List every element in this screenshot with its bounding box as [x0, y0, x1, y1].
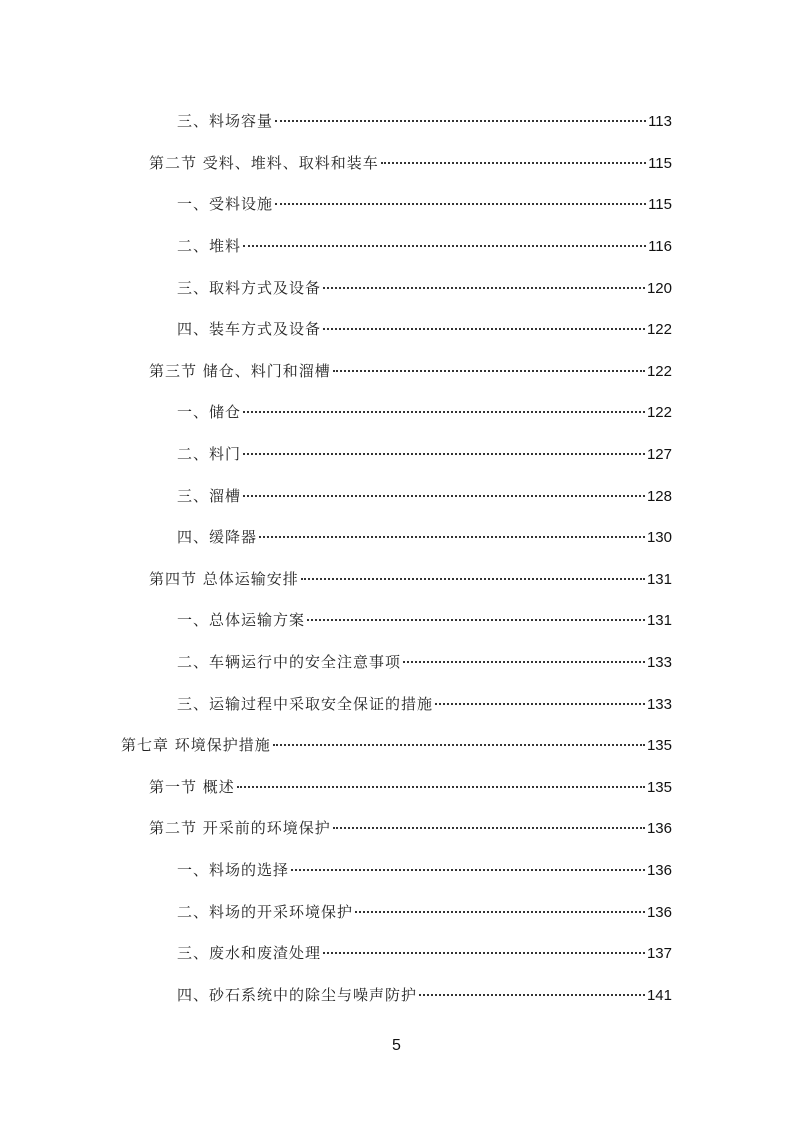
toc-entry-page: 133	[646, 695, 672, 713]
toc-entry[interactable]	[0, 642, 793, 684]
toc-entry-page: 131	[646, 570, 672, 588]
dot-leader	[237, 786, 645, 788]
toc-entry[interactable]	[0, 309, 793, 351]
toc-entry-title: 第一节 概述	[149, 777, 235, 796]
dot-leader	[355, 911, 645, 913]
toc-entry[interactable]	[0, 392, 793, 434]
toc-entry-title: 四、缓降器	[177, 528, 258, 547]
toc-entry-title: 第四节 总体运输安排	[149, 569, 299, 588]
toc-entry-title: 一、储仓	[177, 403, 242, 422]
toc-entry-title: 二、料场的开采环境保护	[177, 902, 354, 921]
dot-leader	[275, 203, 646, 205]
dot-leader	[323, 287, 645, 289]
dot-leader	[381, 162, 646, 164]
page-number: 5	[392, 1037, 401, 1054]
toc-entry[interactable]	[0, 933, 793, 975]
toc-entry-title: 三、运输过程中采取安全保证的措施	[177, 694, 434, 713]
toc-entry-page: 115	[648, 196, 672, 214]
toc-entry-page: 136	[646, 903, 672, 921]
toc-entry[interactable]	[0, 517, 793, 559]
toc-entry[interactable]	[0, 434, 793, 476]
toc-entry-title: 第七章 环境保护措施	[121, 736, 271, 755]
dot-leader	[243, 495, 645, 497]
toc-entry-page: 130	[646, 529, 672, 547]
toc-entry-page: 137	[646, 945, 672, 963]
toc-entry-title: 三、料场容量	[177, 112, 274, 131]
toc-entry-page: 127	[646, 446, 672, 464]
toc-entry-page: 135	[646, 778, 672, 796]
toc-entry[interactable]	[0, 891, 793, 933]
dot-leader	[243, 411, 645, 413]
toc-entry[interactable]	[0, 475, 793, 517]
toc-entry-title: 一、总体运输方案	[177, 611, 306, 630]
dot-leader	[243, 245, 646, 247]
toc-entry-page: 136	[646, 861, 672, 879]
toc-entry[interactable]	[0, 184, 793, 226]
toc-entry-title: 第二节 开采前的环境保护	[149, 819, 331, 838]
toc-entry-page: 120	[646, 279, 672, 297]
toc-entry-title: 一、受料设施	[177, 195, 274, 214]
toc-entry[interactable]	[0, 351, 793, 393]
toc-entry[interactable]	[0, 725, 793, 767]
toc-entry-title: 二、料门	[177, 445, 242, 464]
dot-leader	[275, 120, 646, 122]
dot-leader	[435, 703, 645, 705]
toc-entry[interactable]	[0, 974, 793, 1016]
toc-entry[interactable]	[0, 559, 793, 601]
toc-entry-page: 141	[646, 986, 672, 1004]
toc-entry-page: 115	[648, 154, 672, 172]
toc-entry-title: 三、取料方式及设备	[177, 278, 322, 297]
toc-entry[interactable]	[0, 683, 793, 725]
toc-entry-title: 三、溜槽	[177, 486, 242, 505]
toc-entry[interactable]	[0, 767, 793, 809]
toc-entry-title: 一、料场的选择	[177, 860, 290, 879]
dot-leader	[323, 328, 645, 330]
dot-leader	[273, 744, 645, 746]
toc-entry-page: 131	[646, 612, 672, 630]
toc-entry[interactable]	[0, 600, 793, 642]
toc-entry-page: 122	[646, 404, 672, 422]
toc-entry[interactable]	[0, 850, 793, 892]
toc-entry-title: 二、车辆运行中的安全注意事项	[177, 653, 402, 672]
toc-entry-page: 136	[646, 820, 672, 838]
toc-entry[interactable]	[0, 267, 793, 309]
toc-entry-page: 116	[648, 238, 672, 256]
toc-entry-page: 133	[646, 654, 672, 672]
dot-leader	[291, 869, 645, 871]
toc-entry[interactable]	[0, 808, 793, 850]
toc-entry-title: 三、废水和废渣处理	[177, 944, 322, 963]
table-of-contents	[0, 101, 793, 1016]
dot-leader	[419, 994, 645, 996]
toc-entry-page: 135	[646, 737, 672, 755]
dot-leader	[307, 619, 645, 621]
toc-entry-page: 128	[646, 487, 672, 505]
toc-entry[interactable]	[0, 143, 793, 185]
toc-entry-title: 第二节 受料、堆料、取料和装车	[149, 153, 379, 172]
dot-leader	[333, 827, 645, 829]
toc-entry-page: 122	[646, 362, 672, 380]
toc-entry-page: 122	[646, 321, 672, 339]
dot-leader	[403, 661, 645, 663]
toc-entry-title: 二、堆料	[177, 237, 242, 256]
dot-leader	[333, 370, 645, 372]
dot-leader	[301, 578, 645, 580]
dot-leader	[243, 453, 645, 455]
dot-leader	[323, 952, 645, 954]
toc-entry[interactable]	[0, 101, 793, 143]
toc-entry-title: 四、砂石系统中的除尘与噪声防护	[177, 985, 418, 1004]
toc-entry[interactable]	[0, 226, 793, 268]
dot-leader	[259, 536, 645, 538]
toc-entry-title: 四、装车方式及设备	[177, 320, 322, 339]
toc-entry-page: 113	[648, 113, 672, 131]
toc-entry-title: 第三节 储仓、料门和溜槽	[149, 361, 331, 380]
